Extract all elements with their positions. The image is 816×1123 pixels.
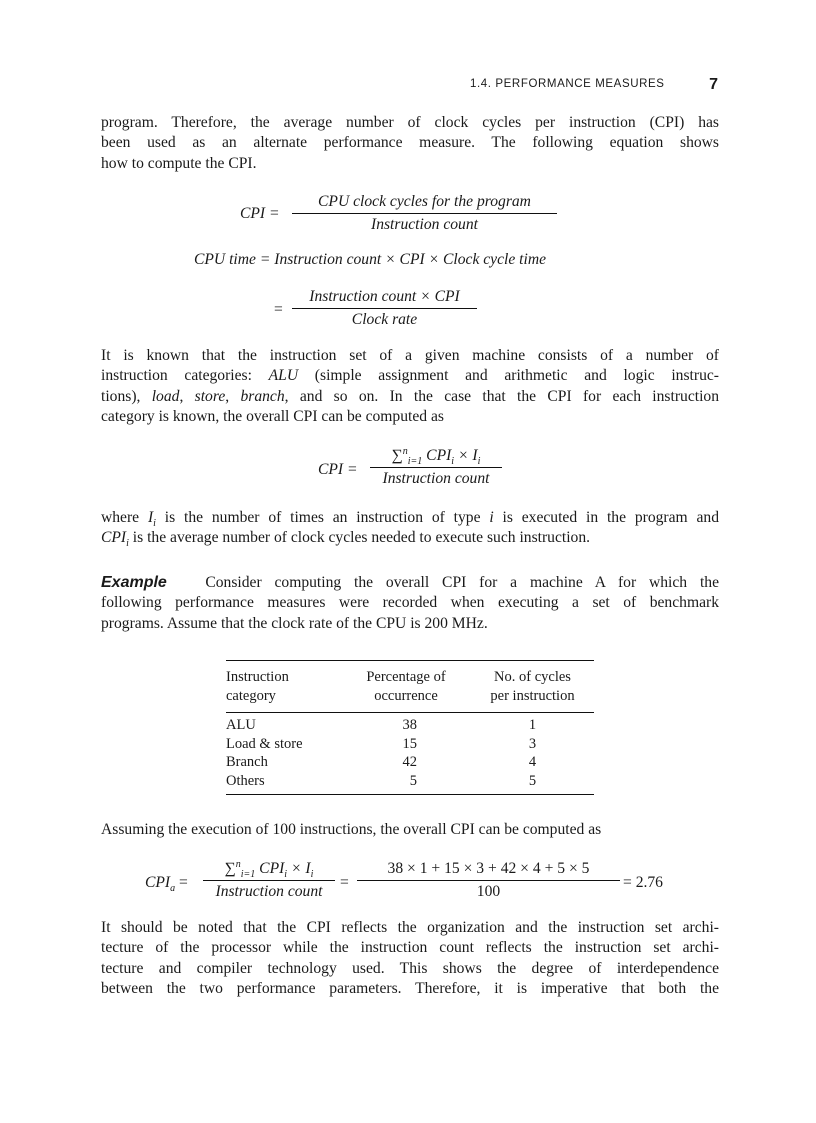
table-cell: Load & store bbox=[226, 735, 303, 752]
performance-table bbox=[226, 660, 594, 795]
numerator: ∑$^n_{i=1}$ $CPI_i \times I_i$ bbox=[391, 445, 481, 468]
table-row bbox=[226, 753, 594, 772]
numerator: CPU clock cycles for the program bbox=[318, 193, 531, 210]
text-line: tions), load, store, branch, and so on. In the case that the CPI for each instruction bbox=[101, 387, 719, 405]
text-line: $CPI_i$ is the average number of clock cycles needed to execute such instruction. bbox=[101, 529, 591, 550]
text-line: It is known that the instruction set of a given machine consists of a number of bbox=[101, 347, 719, 364]
table-cell: 42 bbox=[402, 754, 417, 770]
column-header: Percentage of occurrence bbox=[366, 669, 446, 704]
paragraph-conclusion bbox=[101, 918, 719, 1000]
equation-cpu-time: CPU time = Instruction count × CPI × Clock cycle time bbox=[194, 251, 547, 268]
equation-cpi-fraction bbox=[292, 193, 557, 234]
column-header: No. of cycles per instruction bbox=[490, 669, 575, 704]
equals-sign: = bbox=[273, 301, 284, 318]
running-header bbox=[470, 76, 720, 94]
denominator: 100 bbox=[476, 883, 501, 900]
numerator: 38 × 1 + 15 × 3 + 42 × 4 + 5 × 5 bbox=[387, 860, 590, 877]
text-line: been used as an alternate performance measure. The following equation shows bbox=[101, 134, 719, 152]
example-label: Example bbox=[101, 574, 167, 591]
text-line: where $I_i$ is the number of times an instruction of type i is executed in the program and bbox=[101, 509, 719, 530]
table-cell: Branch bbox=[226, 754, 268, 770]
text-line: programs. Assume that the clock rate of the CPU is 200 MHz. bbox=[101, 614, 488, 632]
numerator: Instruction count × CPI bbox=[309, 288, 460, 305]
text-line: Assuming the execution of 100 instructions, the overall CPI can be computed as bbox=[101, 821, 602, 838]
fraction-bar bbox=[203, 880, 335, 881]
equals-sign: = bbox=[340, 874, 349, 891]
column-header: Instruction category bbox=[226, 669, 289, 704]
equation-result: = 2.76 bbox=[623, 874, 663, 891]
text-line: tecture and compiler technology used. This shows the degree of interdependence bbox=[101, 959, 719, 977]
fraction-bar bbox=[370, 467, 502, 468]
paragraph-instruction-categories bbox=[101, 346, 719, 428]
text-line: how to compute the CPI. bbox=[101, 154, 257, 172]
table-cell: 5 bbox=[528, 772, 537, 789]
denominator: Instruction count bbox=[215, 883, 323, 900]
fraction-bar bbox=[357, 880, 620, 881]
table-cell: 1 bbox=[528, 717, 537, 733]
denominator: Instruction count bbox=[382, 470, 490, 487]
text-line: tecture of the processor while the instruction count reflects the instruction set archi- bbox=[101, 939, 719, 957]
text-line: Example Consider computing the overall CPI for a machine A for which the bbox=[101, 574, 719, 591]
paragraph-assuming bbox=[101, 820, 719, 840]
table-row bbox=[226, 713, 594, 735]
numerator: ∑$^n_{i=1}$ $CPI_i \times I_i$ bbox=[224, 858, 314, 881]
text-line: It should be noted that the CPI reflects the organization and the instruction set archi- bbox=[101, 919, 719, 936]
fraction-bar bbox=[292, 213, 557, 214]
equation-overall-cpi-lhs: CPI = bbox=[318, 461, 358, 478]
page-number: 7 bbox=[709, 76, 718, 93]
table-cell: 4 bbox=[528, 754, 537, 770]
table-cell: 38 bbox=[402, 717, 417, 733]
text-line: between the two performance parameters. Therefore, it is imperative that both the bbox=[101, 980, 719, 998]
equation-cpia-fraction-symbolic bbox=[203, 860, 335, 901]
text-line: following performance measures were recorded when executing a set of benchmark bbox=[101, 594, 719, 612]
text-line: program. Therefore, the average number of clock cycles per instruction (CPI) has bbox=[101, 114, 719, 131]
section-title: 1.4. PERFORMANCE MEASURES bbox=[470, 78, 665, 90]
text-line: category is known, the overall CPI can be computed as bbox=[101, 408, 444, 426]
equation-cpi-lhs: CPI = bbox=[240, 205, 280, 222]
equation-cpu-time-fraction bbox=[292, 288, 477, 329]
table-cell: 5 bbox=[409, 772, 417, 789]
table-cell: ALU bbox=[226, 717, 256, 733]
paragraph-variable-definitions bbox=[101, 508, 719, 549]
equation-cpia-fraction-numeric bbox=[357, 860, 620, 901]
text-line: instruction categories: ALU (simple assignment and arithmetic and logic instruc- bbox=[101, 367, 719, 385]
table-row bbox=[226, 772, 594, 795]
table-header-row bbox=[226, 661, 594, 713]
paragraph-cpi-intro bbox=[101, 113, 719, 174]
table-cell: 3 bbox=[528, 735, 537, 752]
table-row bbox=[226, 735, 594, 754]
example-paragraph bbox=[101, 573, 719, 634]
denominator: Clock rate bbox=[351, 311, 418, 328]
denominator: Instruction count bbox=[371, 216, 478, 233]
equation-overall-cpi-fraction bbox=[370, 447, 502, 488]
table-cell: 15 bbox=[402, 735, 417, 752]
table-cell: Others bbox=[226, 772, 265, 789]
fraction-bar bbox=[292, 308, 477, 309]
equation-cpia-lhs: $CPI_a$ = bbox=[145, 874, 188, 895]
